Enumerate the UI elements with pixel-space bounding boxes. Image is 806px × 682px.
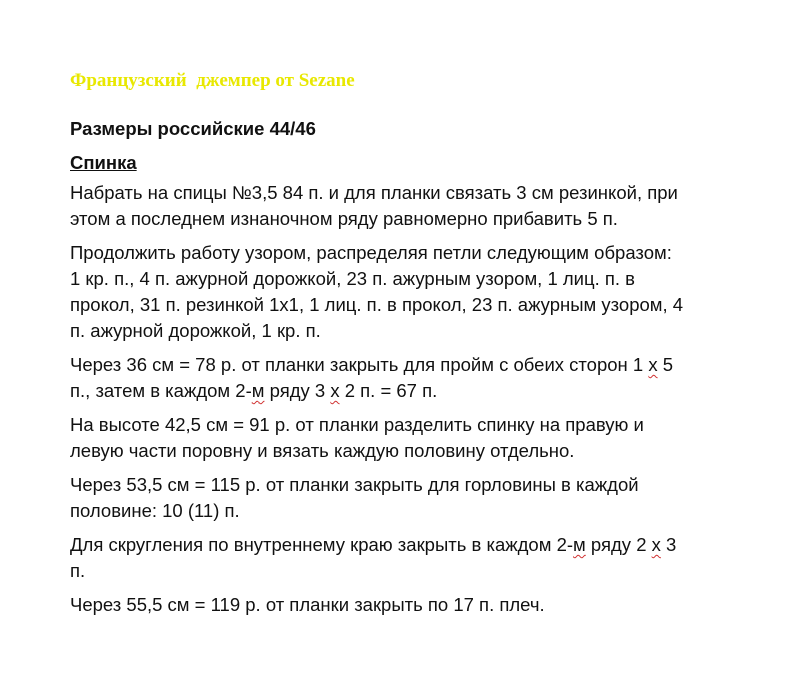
paragraph-cast-on xyxy=(70,180,770,232)
text-line: На высоте 42,5 см = 91 р. от планки разделить спинку на правую и xyxy=(70,414,644,435)
text-segment: 3 xyxy=(660,534,677,555)
paragraph-neckline xyxy=(70,472,770,524)
text-segment: Для скругления по внутреннему краю закрыть в каждом 2- xyxy=(70,534,574,555)
spellcheck-word[interactable]: х xyxy=(330,380,340,401)
paragraph-pattern xyxy=(70,240,770,344)
text-segment: п., затем в каждом 2- xyxy=(70,380,252,401)
paragraph-shoulders xyxy=(70,592,770,618)
spellcheck-word[interactable]: х xyxy=(648,354,658,375)
paragraph-armholes xyxy=(70,352,770,404)
sizes-heading: Размеры российские 44/46 xyxy=(70,118,316,139)
text-line: 1 кр. п., 4 п. ажурной дорожкой, 23 п. ажурным узором, 1 лиц. п. в xyxy=(70,268,636,289)
spellcheck-word[interactable]: х xyxy=(651,534,661,555)
text-segment: Через 36 см = 78 р. от планки закрыть для пройм с обеих сторон 1 xyxy=(70,354,649,375)
text-line: прокол, 31 п. резинкой 1х1, 1 лиц. п. в прокол, 23 п. ажурным узором, 4 xyxy=(70,294,684,315)
document-body xyxy=(70,68,770,626)
spellcheck-word[interactable]: м xyxy=(573,534,586,555)
text-line: Через 55,5 см = 119 р. от планки закрыть по 17 п. плеч. xyxy=(70,594,545,615)
text-line: левую части поровну и вязать каждую половину отдельно. xyxy=(70,440,575,461)
text-segment: 5 xyxy=(657,354,674,375)
text-line: Продолжить работу узором, распределяя петли следующим образом: xyxy=(70,242,672,263)
text-line: половине: 10 (11) п. xyxy=(70,500,240,521)
document-title: Французский джемпер от Sezane xyxy=(70,70,355,91)
spellcheck-word[interactable]: м xyxy=(251,380,265,401)
text-line: этом а последнем изнаночном ряду равномерно прибавить 5 п. xyxy=(70,208,618,229)
text-segment: 2 п. = 67 п. xyxy=(339,380,438,401)
text-line: Через 53,5 см = 115 р. от планки закрыть для горловины в каждой xyxy=(70,474,639,495)
text-line: п. xyxy=(70,560,86,581)
text-line: п. ажурной дорожкой, 1 кр. п. xyxy=(70,320,321,341)
paragraph-split xyxy=(70,412,770,464)
text-segment: ряду 3 xyxy=(264,380,331,401)
paragraph-rounding xyxy=(70,532,770,584)
section-heading-back: Спинка xyxy=(70,152,137,173)
text-line: Набрать на спицы №3,5 84 п. и для планки связать 3 см резинкой, при xyxy=(70,182,678,203)
text-line xyxy=(70,378,770,404)
text-line xyxy=(70,532,770,558)
text-line xyxy=(70,352,770,378)
text-segment: ряду 2 xyxy=(585,534,652,555)
